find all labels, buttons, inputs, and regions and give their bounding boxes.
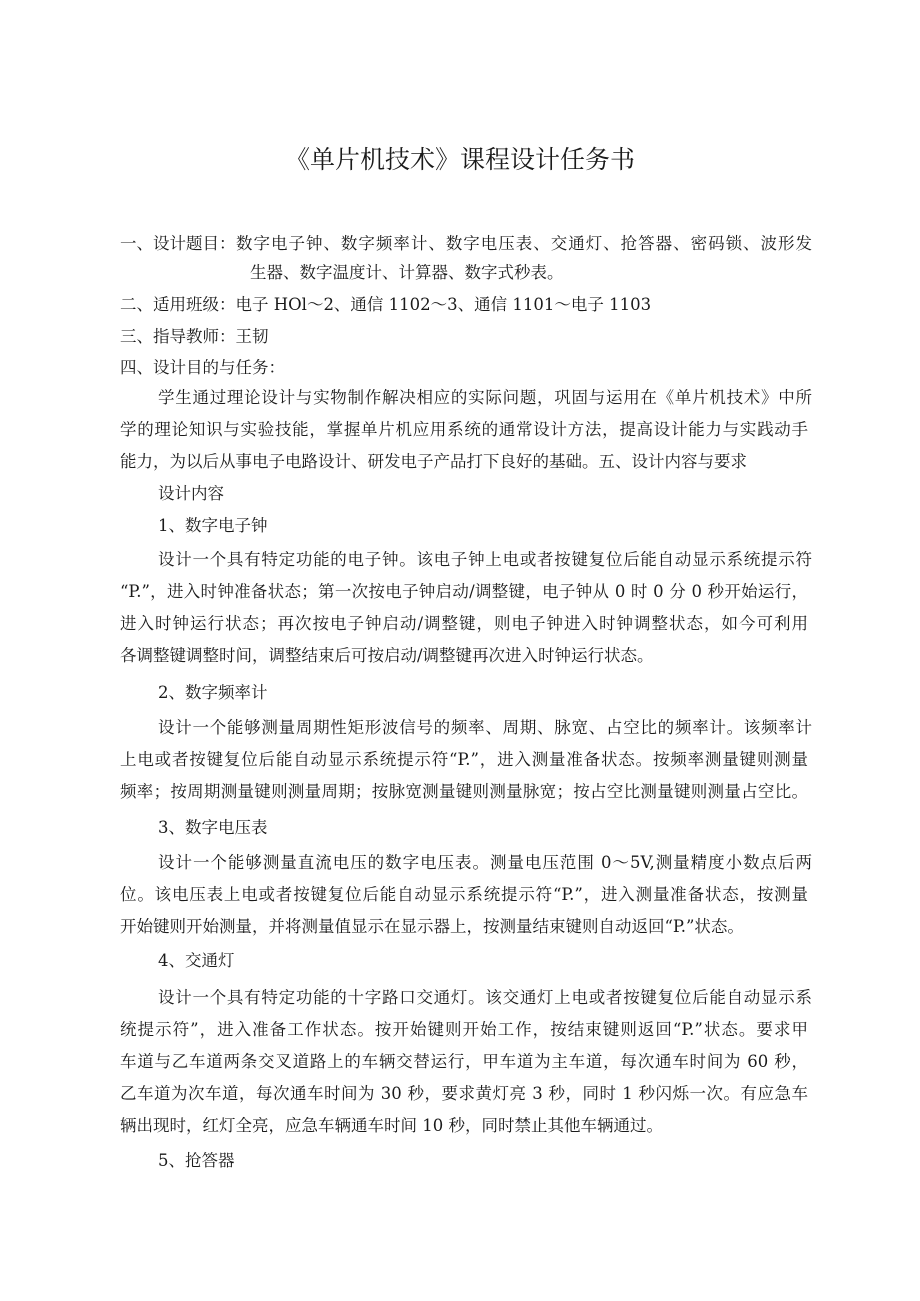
item-voltmeter-line-1: 设计一个能够测量直流电压的数字电压表。测量电压范围 0～5V,测量精度小数点后两	[158, 853, 812, 872]
applicable-classes: 二、适用班级：电子 HOl～2、通信 1102～3、通信 1101～电子 1103	[120, 295, 652, 314]
item-heading-clock: 1、数字电子钟	[158, 516, 268, 535]
item-clock-line-2: “P.”，进入时钟准备状态；第一次按电子钟启动/调整键，电子钟从 0 时 0 分 0 秒开始运行，	[120, 582, 808, 601]
content-heading: 设计内容	[158, 484, 224, 503]
item-frequency-line-2: 上电或者按键复位后能自动显示系统提示符“P.”，进入测量准备状态。按频率测量键则测量	[120, 750, 808, 769]
item-frequency-line-3: 频率；按周期测量键则测量周期；按脉宽测量键则测量脉宽；按占空比测量键则测量占空比。	[120, 782, 808, 801]
item-traffic-line-2: 统提示符”，进入准备工作状态。按开始键则开始工作，按结束键则返回“P.”状态。要求甲	[120, 1020, 808, 1039]
item-clock-line-1: 设计一个具有特定功能的电子钟。该电子钟上电或者按键复位后能自动显示系统提示符	[158, 550, 812, 569]
purpose-line-2: 学的理论知识与实验技能，掌握单片机应用系统的通常设计方法，提高设计能力与实践动手	[120, 420, 808, 439]
item-voltmeter-line-3: 开始键则开始测量，并将测量值显示在显示器上，按测量结束键则自动返回“P.”状态。	[120, 917, 744, 936]
item-traffic-line-3: 车道与乙车道两条交叉道路上的车辆交替运行，甲车道为主车道，每次通车时间为 60 秒，	[120, 1052, 808, 1071]
item-voltmeter-line-2: 位。该电压表上电或者按键复位后能自动显示系统提示符“P.”，进入测量准备状态，按测量	[120, 885, 808, 904]
item-clock-line-3: 进入时钟运行状态；再次按电子钟启动/调整键，则电子钟进入时钟调整状态，如今可利用	[120, 614, 808, 633]
instructor: 三、指导教师：王韧	[120, 327, 269, 346]
purpose-heading: 四、设计目的与任务：	[120, 358, 285, 377]
item-traffic-line-4: 乙车道为次车道，每次通车时间为 30 秒，要求黄灯亮 3 秒，同时 1 秒闪烁一次。有应急车	[120, 1084, 808, 1103]
item-heading-voltmeter: 3、数字电压表	[158, 818, 268, 837]
topic-line-1: 数字电子钟、数字频率计、数字电压表、交通灯、抢答器、密码锁、波形发	[236, 234, 812, 253]
item-traffic-line-5: 辆出现时，红灯全亮，应急车辆通车时间 10 秒，同时禁止其他车辆通过。	[120, 1116, 663, 1135]
purpose-line-3: 能力，为以后从事电子电路设计、研发电子产品打下良好的基础。五、设计内容与要求	[120, 452, 747, 471]
purpose-line-1: 学生通过理论设计与实物制作解决相应的实际问题，巩固与运用在《单片机技术》中所	[158, 388, 812, 407]
item-clock-line-4: 各调整键调整时间，调整结束后可按启动/调整键再次进入时钟运行状态。	[120, 646, 654, 665]
item-traffic-line-1: 设计一个具有特定功能的十字路口交通灯。该交通灯上电或者按键复位后能自动显示系	[158, 988, 812, 1007]
item-heading-buzzer: 5、抢答器	[158, 1151, 235, 1170]
page-title: 《单片机技术》课程设计任务书	[284, 145, 635, 174]
item-heading-frequency: 2、数字频率计	[158, 683, 268, 702]
topic-line-2: 生器、数字温度计、计算器、数字式秒表。	[250, 263, 564, 282]
item-frequency-line-1: 设计一个能够测量周期性矩形波信号的频率、周期、脉宽、占空比的频率计。该频率计	[158, 718, 812, 737]
topic-label: 一、设计题目：	[120, 234, 236, 253]
item-heading-traffic-light: 4、交通灯	[158, 951, 235, 970]
